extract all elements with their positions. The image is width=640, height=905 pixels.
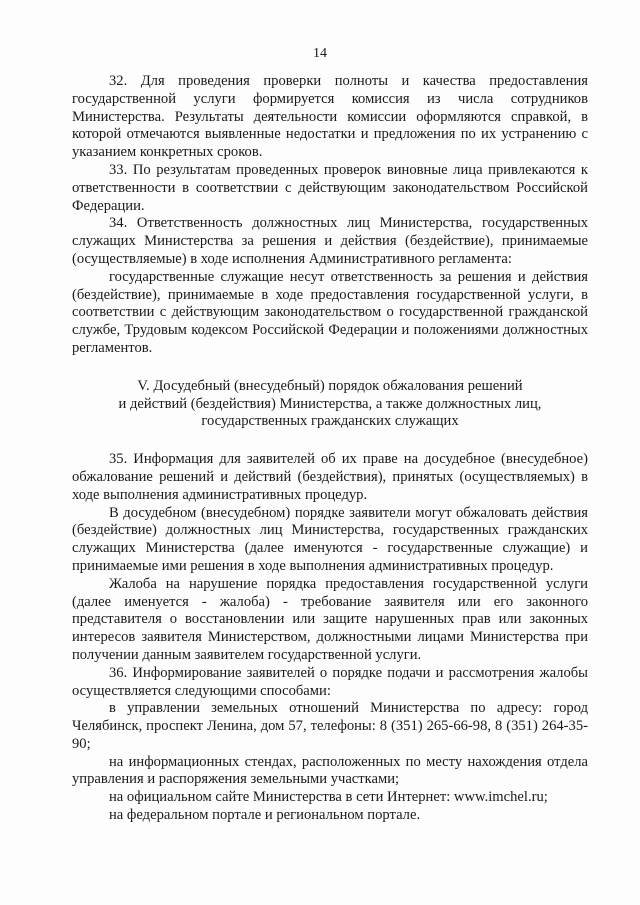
- section-heading-line: V. Досудебный (внесудебный) порядок обжалования решений: [137, 377, 523, 394]
- section-heading: [72, 378, 588, 431]
- paragraph-33: 33. По результатам проведенных проверок виновные лица привлекаются к ответственности в соответствии с действующим законодательством Российской Федерации.: [72, 161, 588, 214]
- paragraph-35: 35. Информация для заявителей об их праве на досудебное (внесудебное) обжалование решений и действий (бездействия), принятых (осуществляемых) в ходе выполнения административных процедур.: [72, 451, 588, 503]
- paragraph-complaint-definition: Жалоба на нарушение порядка предоставления государственной услуги (далее именуется - жалоба) - требование заявителя или его законного представителя о восстановлении или защите нарушенных прав или законных интересов заявителя Министерством, должностными лицами Министерства при получении данным заявителем государственной услуги.: [72, 575, 588, 663]
- paragraph-34: 34. Ответственность должностных лиц Министерства, государственных служащих Министерства за решения и действия (бездействие), принимаемые (осуществляемые) в ходе исполнения Административного регламента:: [72, 215, 588, 267]
- paragraph-34-clause: государственные служащие несут ответственность за решения и действия (бездействие), принимаемые в ходе предоставления государственной услуги, в соответствии с действующим законодательством о государственной гражданской службе, Трудовым кодексом Российской Федерации и положениями должностных регламентов.: [72, 268, 588, 356]
- section-heading-line: и действий (бездействия) Министерства, а также должностных лиц,: [118, 395, 542, 412]
- paragraph-pretrial-appeal: В досудебном (внесудебном) порядке заявители могут обжаловать действия (бездействие) должностных лиц Министерства, государственных гражданских служащих Министерства (далее именуются - государственные служащие) и принимаемые ими решения в ходе выполнения административных процедур.: [72, 504, 588, 574]
- list-item-stands: на информационных стендах, расположенных по месту нахождения отдела управления и распоряжения земельными участками;: [72, 753, 588, 788]
- list-item-address: в управлении земельных отношений Министерства по адресу: город Челябинск, проспект Ленина, дом 57, телефоны: 8 (351) 265-66-98, 8 (351) 264-35-90;: [72, 700, 588, 752]
- list-item-portals: на федеральном портале и региональном портале.: [109, 807, 421, 824]
- page-number: 14: [313, 46, 327, 61]
- document-body: [72, 73, 588, 825]
- section-heading-line: государственных гражданских служащих: [201, 413, 459, 430]
- paragraph-32: 32. Для проведения проверки полноты и качества предоставления государственной услуги формируется комиссия из числа сотрудников Министерства. Результаты деятельности комиссии оформляются справкой, в которой отмечаются выявленные недостатки и предложения по их устранению с указанием конкретных сроков.: [72, 73, 588, 161]
- list-item-website: на официальном сайте Министерства в сети Интернет: www.imchel.ru;: [109, 789, 548, 806]
- paragraph-36: 36. Информирование заявителей о порядке подачи и рассмотрения жалобы осуществляется следующими способами:: [72, 664, 588, 699]
